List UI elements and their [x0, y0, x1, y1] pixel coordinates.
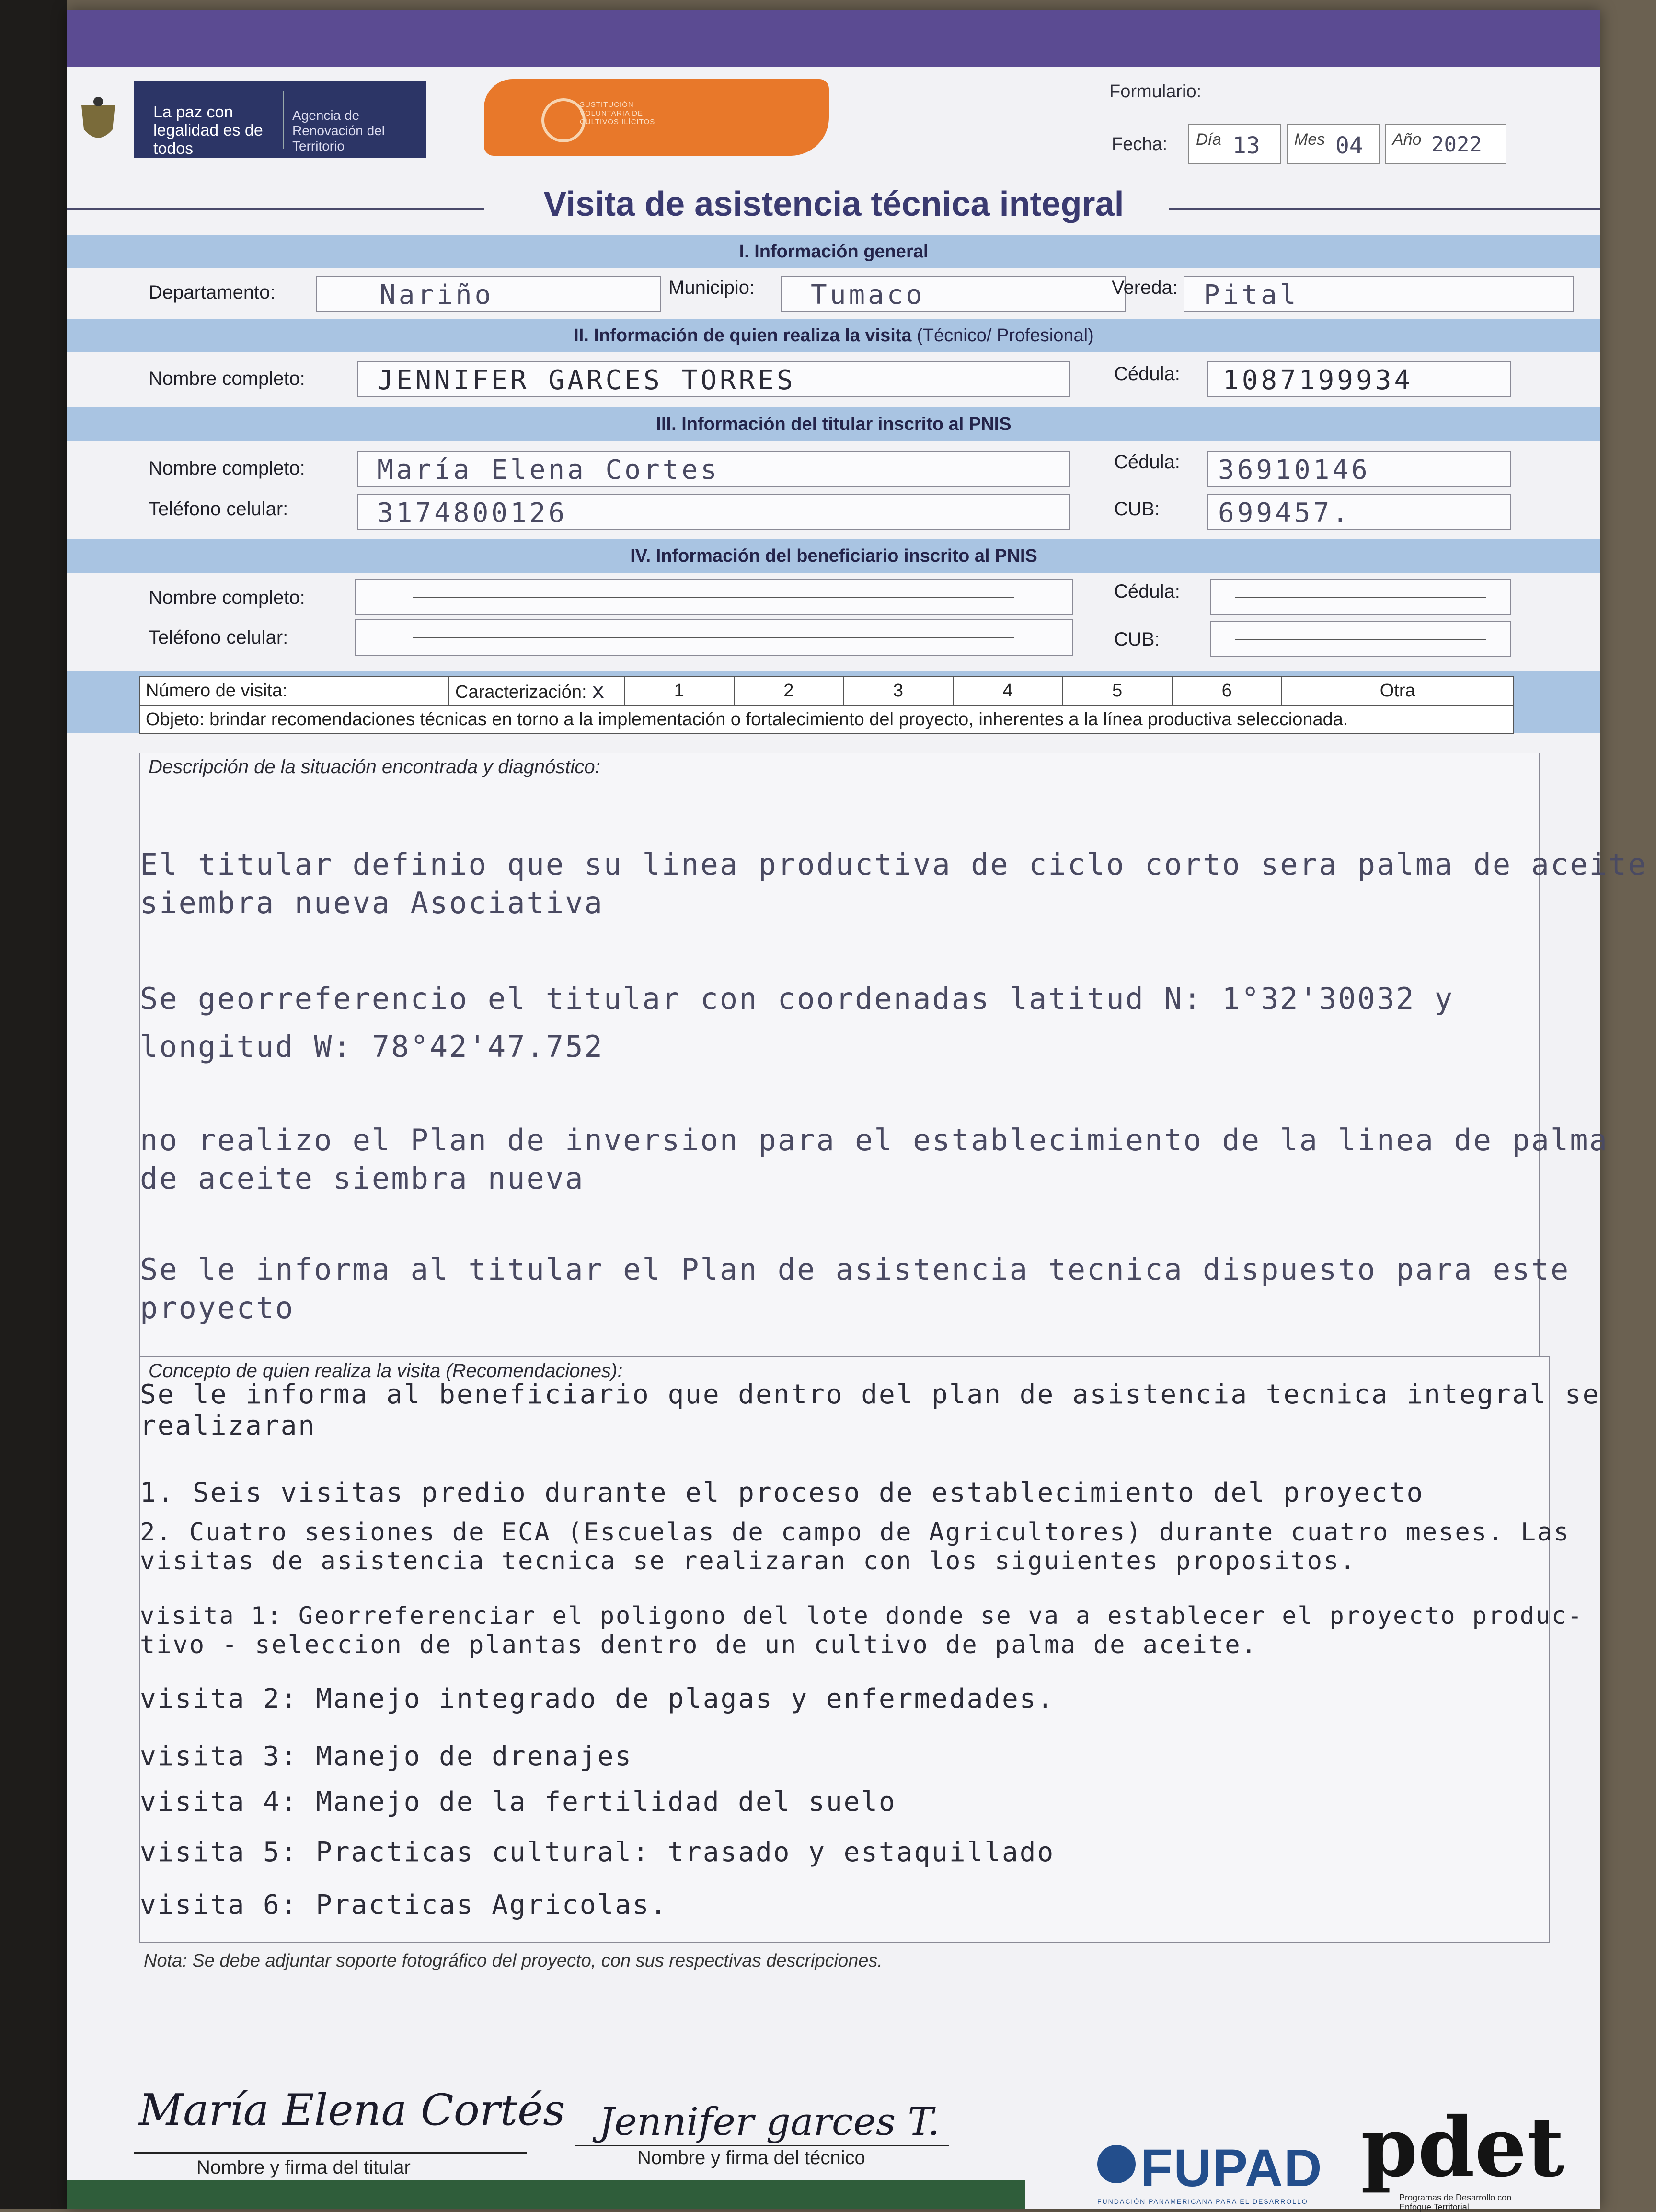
tecnico-signature-label: Nombre y firma del técnico — [637, 2147, 865, 2168]
titular-signature-label: Nombre y firma del titular — [196, 2157, 411, 2178]
section-4-header: IV. Información del beneficiario inscrito al PNIS — [67, 539, 1600, 573]
beneficiario-cedula-label: Cédula: — [1114, 581, 1180, 602]
departamento-value: Nariño — [380, 279, 494, 311]
beneficiario-cub-label: CUB: — [1114, 629, 1160, 650]
titular-cedula-field[interactable] — [1208, 451, 1511, 487]
titular-telefono-label: Teléfono celular: — [149, 498, 288, 520]
departamento-field[interactable] — [316, 276, 661, 312]
concept-line: visita 2: Manejo integrado de plagas y enfermedades. — [140, 1683, 1055, 1714]
bottom-color-band — [67, 2180, 1025, 2209]
fupad-subtitle: FUNDACIÓN PANAMERICANA PARA EL DESARROLLO — [1097, 2198, 1308, 2205]
tecnico-cedula-label: Cédula: — [1114, 363, 1180, 384]
vereda-field[interactable] — [1184, 276, 1574, 312]
description-line: siembra nueva Asociativa — [140, 885, 604, 920]
titular-cedula-label: Cédula: — [1114, 452, 1180, 473]
photo-note: Nota: Se debe adjuntar soporte fotográfico del proyecto, con sus respectivas descripciones. — [144, 1951, 883, 1971]
field-dash — [413, 637, 1015, 638]
logo-separator — [283, 91, 284, 149]
anio-label: Año — [1392, 130, 1422, 149]
tecnico-cedula-value: 1087199934 — [1223, 365, 1414, 396]
visit-col-5[interactable]: 5 — [1062, 676, 1172, 705]
concept-box[interactable] — [139, 1356, 1600, 1943]
numero-visita-label: Número de visita: — [139, 676, 449, 705]
tecnico-signature-line — [575, 2145, 949, 2146]
caracterizacion-label: Caracterización: — [455, 682, 587, 702]
objetivo-row — [139, 705, 1514, 734]
caracterizacion-mark: x — [592, 678, 605, 703]
concept-line: visitas de asistencia tecnica se realizaran con los siguientes propositos. — [140, 1547, 1357, 1575]
visit-col-4[interactable]: 4 — [953, 676, 1063, 705]
titular-nombre-field[interactable] — [357, 451, 1070, 487]
titular-cub-value: 699457. — [1218, 498, 1352, 529]
section-1-header: I. Información general — [67, 235, 1600, 268]
anio-field[interactable] — [1385, 124, 1506, 164]
concept-title: Concepto de quien realiza la visita (Recomendaciones): — [149, 1360, 623, 1381]
tecnico-nombre-field[interactable] — [357, 361, 1070, 397]
beneficiario-nombre-label: Nombre completo: — [149, 587, 305, 608]
visit-col-6[interactable]: 6 — [1172, 676, 1282, 705]
section-2-suffix: (Técnico/ Profesional) — [917, 325, 1094, 346]
field-dash — [413, 597, 1015, 598]
concept-line: visita 3: Manejo de drenajes — [140, 1741, 633, 1772]
description-line: de aceite siembra nueva — [140, 1161, 585, 1196]
visit-col-3[interactable]: 3 — [843, 676, 953, 705]
titular-telefono-field[interactable] — [357, 494, 1070, 530]
visit-number-row — [139, 676, 1514, 705]
tecnico-nombre-label: Nombre completo: — [149, 368, 305, 389]
municipio-field[interactable] — [781, 276, 1126, 312]
top-color-band — [67, 10, 1600, 67]
beneficiario-telefono-label: Teléfono celular: — [149, 627, 288, 648]
beneficiario-telefono-field[interactable] — [355, 619, 1073, 656]
description-line: El titular definio que su linea productiva de ciclo corto sera palma de aceite — [140, 847, 1647, 882]
logo-agencia-text: Agencia de Renovación del Territorio — [292, 108, 385, 153]
mes-label: Mes — [1294, 130, 1325, 149]
tecnico-nombre-value: JENNIFER GARCES TORRES — [377, 365, 796, 396]
pdet-subtitle: Programas de Desarrollo con Enfoque Territorial — [1399, 2193, 1512, 2212]
vereda-value: Pital — [1204, 279, 1299, 311]
vereda-label: Vereda: — [1112, 277, 1178, 298]
dia-field[interactable] — [1188, 124, 1281, 164]
swirl-icon — [541, 98, 586, 142]
concept-line: 2. Cuatro sesiones de ECA (Escuelas de campo de Agricultores) durante cuatro meses. Las — [140, 1518, 1570, 1547]
logo-sustitucion — [484, 79, 829, 156]
concept-line: visita 4: Manejo de la fertilidad del suelo — [140, 1786, 897, 1818]
titular-nombre-label: Nombre completo: — [149, 458, 305, 479]
coat-of-arms-icon — [77, 96, 120, 149]
description-line: longitud W: 78°42'47.752 — [140, 1029, 604, 1064]
section-2-title: II. Información de quien realiza la visita — [574, 325, 912, 346]
page-title: Visita de asistencia técnica integral — [543, 185, 1124, 223]
fupad-logo: FUPAD — [1140, 2139, 1323, 2198]
form-sheet — [67, 10, 1647, 2212]
concept-line: tivo - seleccion de plantas dentro de un cultivo de palma de aceite. — [140, 1631, 1258, 1659]
description-line: proyecto — [140, 1290, 295, 1325]
title-rule-right — [1169, 208, 1600, 210]
concept-line: visita 6: Practicas Agricolas. — [140, 1889, 668, 1921]
binder-edge — [0, 0, 67, 2209]
mes-field[interactable] — [1287, 124, 1380, 164]
fecha-label: Fecha: — [1112, 134, 1168, 154]
visit-col-1[interactable]: 1 — [624, 676, 734, 705]
titular-signature: María Elena Cortés — [139, 2085, 565, 2135]
titular-cub-field[interactable] — [1208, 494, 1511, 530]
titular-nombre-value: María Elena Cortes — [377, 454, 720, 486]
visit-col-otra[interactable]: Otra — [1281, 676, 1514, 705]
concept-line: realizaran — [140, 1410, 316, 1441]
visit-col-2[interactable]: 2 — [734, 676, 844, 705]
municipio-label: Municipio: — [668, 277, 755, 298]
titular-telefono-value: 3174800126 — [377, 498, 568, 529]
visit-table — [139, 676, 1514, 734]
concept-line: 1. Seis visitas predio durante el proceso de establecimiento del proyecto — [140, 1477, 1425, 1508]
concept-line: visita 5: Practicas cultural: trasado y estaquillado — [140, 1837, 1055, 1868]
anio-value: 2022 — [1431, 132, 1482, 157]
description-line: Se le informa al titular el Plan de asistencia tecnica dispuesto para este — [140, 1252, 1570, 1287]
mes-value: 04 — [1335, 132, 1363, 159]
concept-line: visita 1: Georreferenciar el poligono del lote donde se va a establecer el proyecto produc- — [140, 1602, 1584, 1630]
titular-cedula-value: 36910146 — [1218, 454, 1370, 486]
pdet-logo: pdet — [1361, 2099, 1564, 2195]
beneficiario-cedula-field[interactable] — [1210, 579, 1511, 615]
titular-signature-line — [134, 2152, 527, 2154]
tecnico-signature: Jennifer garces T. — [599, 2099, 940, 2144]
description-title: Descripción de la situación encontrada y diagnóstico: — [149, 756, 600, 777]
caracterizacion-cell[interactable] — [449, 676, 624, 705]
logo-sustitucion-text: SUSTITUCIÓN VOLUNTARIA DE CULTIVOS ILÍCITOS — [580, 101, 656, 126]
section-2-header — [67, 319, 1600, 352]
dia-label: Día — [1196, 130, 1221, 149]
beneficiario-nombre-field[interactable] — [355, 579, 1073, 615]
objetivo-text: Objeto: brindar recomendaciones técnicas en torno a la implementación o fortalecimiento del proyecto, inherentes a la línea productiva seleccionada. — [139, 705, 1514, 734]
titular-cub-label: CUB: — [1114, 498, 1160, 520]
description-line: no realizo el Plan de inversion para el establecimiento de la linea de palma — [140, 1123, 1609, 1158]
field-dash — [1235, 597, 1486, 598]
municipio-value: Tumaco — [811, 279, 925, 311]
logo-paz-text: La paz con legalidad es de todos — [153, 103, 263, 158]
description-line: Se georreferencio el titular con coordenadas latitud N: 1°32'30032 y — [140, 981, 1454, 1016]
beneficiario-cub-field[interactable] — [1210, 621, 1511, 657]
logo-paz-legalidad — [134, 81, 426, 158]
section-3-header: III. Información del titular inscrito al PNIS — [67, 407, 1600, 441]
dia-value: 13 — [1232, 132, 1260, 159]
departamento-label: Departamento: — [149, 282, 276, 303]
globe-icon — [1097, 2145, 1136, 2183]
formulario-label: Formulario: — [1109, 81, 1202, 102]
tecnico-cedula-field[interactable] — [1208, 361, 1511, 397]
description-box[interactable] — [139, 753, 1647, 1358]
concept-line: Se le informa al beneficiario que dentro del plan de asistencia tecnica integral se — [140, 1379, 1600, 1410]
field-dash — [1235, 639, 1486, 640]
